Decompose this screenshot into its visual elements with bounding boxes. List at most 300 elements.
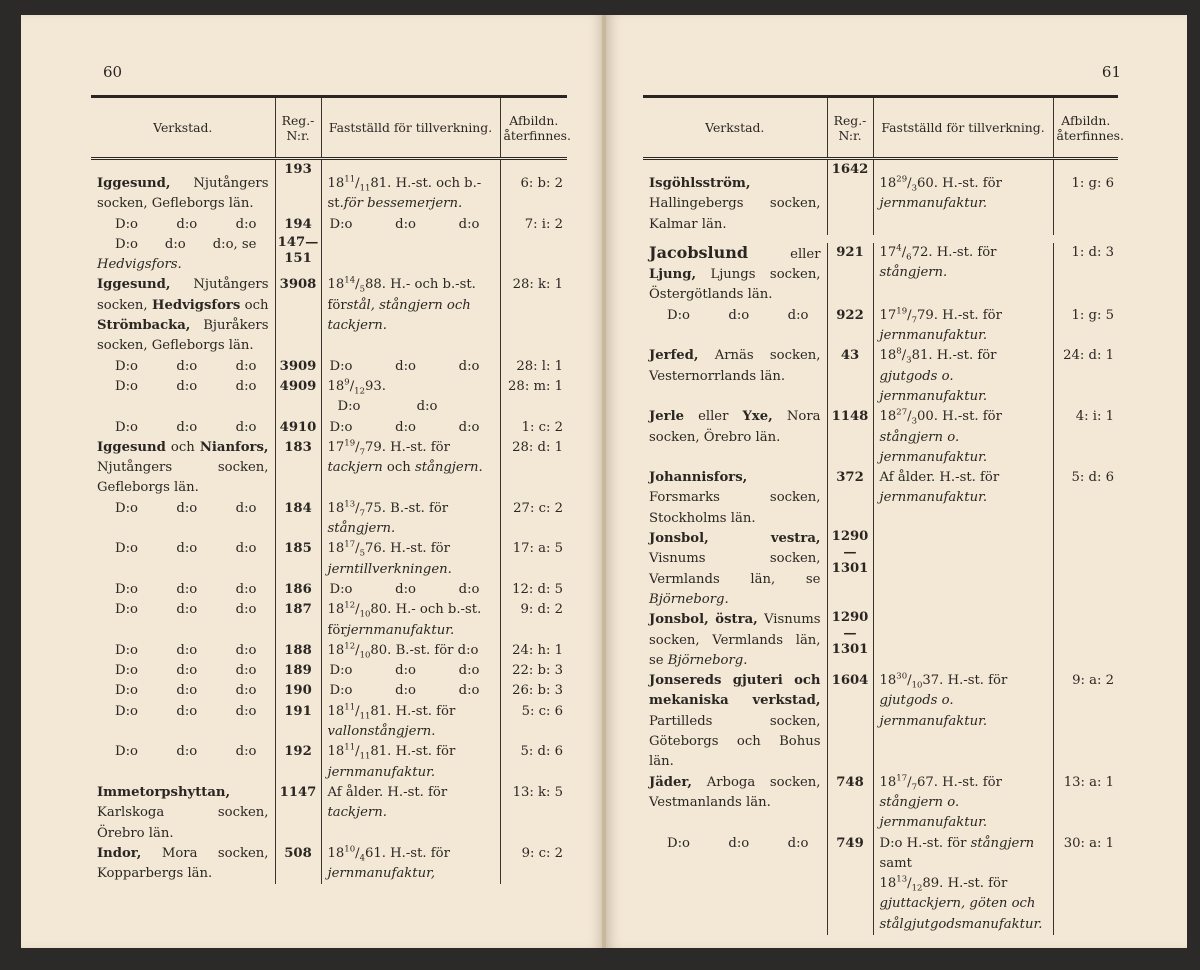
ditto-mark: D:o (115, 541, 138, 557)
ditto-marks (97, 377, 269, 397)
date-year: 60. (916, 176, 938, 191)
date-day: 9 (344, 377, 350, 388)
fastst-cell: $18^{17}/_576$. H.-st. för jerntillverkningen. (321, 539, 500, 580)
stamp-type: H.- och b.-st. för (327, 277, 476, 313)
table-row (91, 681, 567, 701)
verkstad-cell (91, 742, 275, 783)
works-name: Jäder, (649, 774, 692, 790)
table-row (91, 844, 567, 885)
works-location: Karlskoga socken, Örebro län. (97, 805, 269, 841)
date-month: 7 (359, 447, 365, 458)
verkstad-cell (91, 377, 275, 418)
stamp-type: Af ålder. H.-st. för (327, 784, 448, 800)
date-day: 27 (896, 407, 908, 418)
works-location: Njutångers socken, Gefleborgs län. (97, 460, 269, 496)
stamp-type: H.- och b.-st. för (327, 602, 482, 638)
verkstad-cell (643, 159, 827, 235)
date-century: 18 (327, 277, 345, 293)
date-year: 79. (364, 439, 386, 455)
ditto-mark: d:o (787, 307, 809, 323)
date-century: 18 (327, 541, 345, 557)
works-location: Visnums socken, Vermlands län, se (649, 551, 821, 587)
stamp-type: samt (879, 855, 912, 871)
ditto-mark: D:o (329, 663, 353, 679)
illustration-ref: 28: m: 1 (500, 377, 567, 418)
fastst-cell: $18^{12}/_{10}80$. H.- och b.-st. förjernmanufaktur. (321, 600, 500, 641)
verkstad-cell (643, 773, 827, 834)
product: jernmanufaktur. (879, 490, 988, 506)
ditto-mark: D:o (667, 307, 690, 323)
table-row (91, 357, 567, 377)
ditto-mark: D:o (115, 683, 138, 699)
fastst-cell: $18^{11}/_{11}81$. H.-st. och b.-st.för bessemerjern. (321, 159, 500, 215)
table-row (91, 661, 567, 681)
ditto-mark: d:o (458, 581, 480, 597)
reg-number: 185 (275, 539, 321, 580)
stamp-type: B.-st. för d:o (391, 642, 479, 658)
fastst-cell: $17^{19}/_779$. H.-st. för tackjern och stångjern. (321, 438, 500, 499)
table-row (91, 418, 567, 438)
verkstad-cell (643, 468, 827, 529)
cross-reference: Björneborg. (667, 652, 748, 668)
header-fastst: Fastställd för tillverkning. (321, 97, 500, 159)
ditto-mark: d:o (235, 378, 257, 394)
ditto-mark: d:o (176, 500, 198, 516)
ditto-mark: D:o (115, 581, 138, 597)
product: jernmanufaktur. (879, 328, 988, 344)
stamp-type: D:o H.-st. för (879, 835, 971, 851)
ditto-mark: D:o (115, 216, 138, 232)
date-century: 17 (327, 439, 345, 455)
works-name: Iggesund, (97, 277, 171, 293)
ditto-marks (328, 661, 494, 681)
illustration-ref: 1: g: 5 (1053, 306, 1118, 347)
reg-number: 43 (827, 346, 873, 407)
date-day: 19 (896, 306, 908, 317)
fastst-cell (321, 783, 500, 844)
header-afb: Afbildn. återfinnes. (500, 97, 567, 159)
ditto-marks (328, 215, 494, 235)
fastst-cell (321, 215, 500, 235)
reg-number: 3908 (275, 275, 321, 356)
date-month: 11 (359, 711, 371, 722)
ditto-mark: d:o (235, 358, 257, 374)
works-name: Jerle (649, 409, 684, 425)
verkstad-cell (643, 407, 827, 468)
date-century: 18 (327, 642, 345, 658)
illustration-ref: 9: a: 2 (1053, 671, 1118, 772)
date-month: 3 (911, 183, 917, 194)
table-row (643, 243, 1118, 306)
date-month: 7 (911, 782, 917, 793)
works-location: Ljungs socken, Östergötlands län. (649, 267, 821, 303)
fastst-cell: $17^{19}/_779$. H.-st. för jernmanufaktur. (873, 306, 1053, 347)
date-day: 17 (344, 539, 356, 550)
date-month: 5 (359, 285, 365, 296)
date-year: 67. (916, 774, 938, 790)
reg-number: 190 (275, 681, 321, 701)
table-row (91, 377, 567, 418)
reg-number: 1642 (827, 159, 873, 235)
works-location: Forsmarks socken, Stockholms län. (649, 490, 821, 526)
date-century: 17 (879, 307, 897, 323)
table-row (643, 773, 1118, 834)
date-year: 61. (364, 845, 386, 861)
illustration-ref: 6: b: 2 (500, 159, 567, 215)
reg-number: 1148 (827, 407, 873, 468)
works-location: Arnäs socken, Vesternorrlands län. (649, 348, 821, 384)
date-century: 18 (879, 774, 897, 790)
date-year: 72. (911, 244, 933, 260)
ditto-mark: d:o (176, 378, 198, 394)
date-year: 80. (370, 642, 392, 658)
reg-number: 193 (275, 159, 321, 215)
date-century: 18 (879, 348, 897, 364)
works-name: Jonsbol, östra, (649, 612, 758, 628)
page-number: 60 (103, 63, 123, 81)
header-afb: Afbildn. återfinnes. (1053, 97, 1118, 159)
ditto-mark: d:o (176, 683, 198, 699)
date-year: 80. (370, 602, 392, 618)
date-day: 11 (344, 702, 356, 713)
header-verkstad: Verkstad. (643, 97, 827, 159)
ditto-mark: d:o (235, 683, 257, 699)
date-month: 7 (911, 315, 917, 326)
ditto-mark: d:o, se (212, 236, 257, 252)
table-row (91, 275, 567, 356)
fastst-cell: $18^{10}/_461$. H.-st. för jernmanufaktur, (321, 844, 500, 885)
stamp-type: H.-st. för (937, 774, 1002, 790)
ditto-marks (649, 834, 821, 854)
verkstad-cell (91, 580, 275, 600)
works-location: och (165, 439, 200, 455)
ditto-mark: d:o (176, 419, 198, 435)
date-day: 19 (344, 438, 356, 449)
date-day: 30 (896, 671, 908, 682)
product: jernmanufaktur. (327, 764, 436, 780)
works-name: Hedvigsfors (152, 297, 241, 313)
ditto-mark: d:o (176, 581, 198, 597)
cross-reference: Hedvigsfors. (97, 257, 182, 273)
date-day: 17 (896, 773, 908, 784)
reg-number: 508 (275, 844, 321, 885)
reg-number: 189 (275, 661, 321, 681)
ditto-mark: d:o (164, 236, 186, 252)
table-row (91, 600, 567, 641)
ditto-mark: d:o (395, 216, 416, 232)
fastst-cell: $18^{30}/_{10}37$. H.-st. för gjutgods o. jernmanufaktur. (873, 671, 1053, 772)
fastst-cell (321, 580, 500, 600)
fastst-cell (321, 235, 500, 276)
stamp-type: H.-st. för (932, 348, 997, 364)
illustration-ref (1053, 610, 1118, 671)
ditto-mark: d:o (235, 663, 257, 679)
table-row (91, 159, 567, 215)
table-row (643, 346, 1118, 407)
product: jernmanufaktur. (346, 622, 455, 638)
page-number: 61 (1101, 63, 1121, 81)
fastst-cell: $18^{12}/_{10}80$. B.-st. för d:o (321, 641, 500, 661)
right-page (606, 15, 1187, 948)
works-location: eller (683, 409, 743, 425)
reg-number: 748 (827, 773, 873, 834)
ditto-mark: d:o (395, 419, 416, 435)
ditto-mark: D:o (115, 419, 138, 435)
ditto-mark: d:o (235, 581, 257, 597)
date-day: 11 (344, 742, 356, 753)
table-row (643, 407, 1118, 468)
date-day: 13 (344, 499, 356, 510)
verkstad-cell (91, 159, 275, 215)
date-day: 8 (896, 346, 902, 357)
illustration-ref: 1: d: 3 (1053, 243, 1118, 306)
fastst-cell: $18^{17}/_767$. H.-st. för stångjern o. jernmanufaktur. (873, 773, 1053, 834)
table-row (643, 671, 1118, 772)
table-row (91, 580, 567, 600)
ditto-mark: D:o (337, 399, 361, 415)
ditto-marks (97, 702, 269, 722)
date-month: 10 (359, 650, 371, 661)
date-year: 76. (364, 541, 386, 557)
ditto-mark: D:o (115, 378, 138, 394)
ditto-marks (97, 600, 269, 620)
ditto-mark: d:o (176, 703, 198, 719)
ditto-mark: d:o (176, 744, 198, 760)
product: stångjern o. jernmanufaktur. (879, 429, 988, 465)
fastst-cell: D:o H.-st. för stångjern samt $18^{13}/_{12}89$. H.-st. för gjuttackjern, göten och stålgjutgodsmanufaktur. (873, 834, 1053, 935)
verkstad-cell (91, 702, 275, 743)
reg-number: 147— 151 (275, 235, 321, 276)
illustration-ref: 1: g: 6 (1053, 159, 1118, 235)
ditto-marks (328, 357, 494, 377)
stamp-type: H.-st. för (943, 876, 1008, 892)
ditto-mark: d:o (235, 419, 257, 435)
illustration-ref (500, 235, 567, 276)
ditto-marks (97, 742, 269, 762)
verkstad-cell (91, 275, 275, 356)
works-location: Njutångers socken, (97, 277, 269, 313)
stamp-type: H.-st. för (937, 307, 1002, 323)
product: stångjern. (327, 521, 396, 537)
reg-number: 184 (275, 499, 321, 540)
ditto-mark: D:o (115, 703, 138, 719)
verkstad-cell (91, 600, 275, 641)
ditto-mark: D:o (115, 358, 138, 374)
ditto-mark: d:o (176, 663, 198, 679)
works-location: Arboga socken, Vestmanlands län. (649, 774, 821, 810)
ditto-mark: d:o (458, 663, 480, 679)
product: tackjern (327, 460, 383, 476)
ditto-marks (338, 397, 438, 417)
ditto-mark: D:o (115, 744, 138, 760)
works-location: Njutångers socken, Gefleborgs län. (97, 176, 269, 212)
stamp-type: och (382, 460, 415, 476)
ditto-mark: d:o (416, 399, 438, 415)
works-location: eller (748, 246, 821, 262)
ditto-mark: D:o (329, 581, 353, 597)
verkstad-cell (91, 661, 275, 681)
stamp-type: H.-st. för (937, 176, 1002, 191)
ditto-mark: d:o (176, 216, 198, 232)
works-name: Indor, (97, 845, 142, 861)
date-day: 13 (896, 874, 908, 885)
date-month: 10 (911, 680, 923, 691)
table-row (91, 438, 567, 499)
ditto-mark: d:o (458, 216, 480, 232)
date-century: 18 (327, 602, 345, 618)
date-month: 7 (359, 508, 365, 519)
works-name: Jacobslund (649, 242, 749, 262)
product: stångjern. (879, 265, 948, 281)
table-row (91, 641, 567, 661)
product: gjutgods o. jernmanufaktur. (879, 693, 988, 729)
date-century: 18 (327, 378, 345, 394)
product: jernmanufaktur. (879, 196, 988, 212)
reg-number: 3909 (275, 357, 321, 377)
works-location: Visnums socken, Vermlands län, se (649, 612, 821, 668)
ditto-marks (328, 580, 494, 600)
product: stångjern. (414, 460, 483, 476)
product: för bessemerjern. (343, 196, 463, 212)
ditto-mark: d:o (395, 663, 416, 679)
header-verkstad: Verkstad. (91, 97, 275, 159)
header-fastst: Fastställd för tillverkning. (873, 97, 1053, 159)
date-century: 18 (327, 176, 345, 191)
works-name: Strömbacka, (97, 318, 191, 334)
verkstad-cell (643, 610, 827, 671)
fastst-cell (321, 661, 500, 681)
cross-reference: Björneborg. (649, 591, 729, 607)
works-name: Yxe, (742, 409, 773, 425)
stamp-type: H.-st. för (385, 541, 450, 557)
verkstad-cell (643, 346, 827, 407)
illustration-ref: 5: c: 6 (500, 702, 567, 743)
date-day: 12 (344, 600, 356, 611)
product: gjuttackjern, göten och stålgjutgodsmanufaktur. (879, 896, 1043, 932)
date-month: 11 (359, 183, 371, 194)
date-century: 18 (879, 176, 897, 191)
illustration-ref: 28: l: 1 (500, 357, 567, 377)
ditto-mark: d:o (458, 419, 480, 435)
product: jerntillverkningen. (327, 561, 452, 577)
table-row (643, 610, 1118, 671)
verkstad-cell (643, 834, 827, 935)
row-spacer (643, 235, 1118, 243)
reg-number: 187 (275, 600, 321, 641)
product: jernmanufaktur, (327, 866, 436, 882)
stamp-type: H.-st. för (385, 439, 450, 455)
ditto-mark: d:o (787, 835, 809, 851)
reg-number: 186 (275, 580, 321, 600)
stamp-type: H.-st. för (943, 673, 1008, 689)
reg-number: 192 (275, 742, 321, 783)
date-year: 89. (922, 876, 944, 892)
works-name: Jonsbol, vestra, (649, 531, 821, 547)
date-year: 81. (370, 176, 392, 191)
illustration-ref: 12: d: 5 (500, 580, 567, 600)
product: vallonstångjern. (327, 724, 436, 740)
date-century: 18 (327, 845, 345, 861)
works-name: Jonsereds gjuteri och mekaniska verkstad, (649, 673, 821, 709)
verkstad-cell (91, 844, 275, 885)
illustration-ref: 17: a: 5 (500, 539, 567, 580)
stamp-type: Af ålder. H.-st. för (879, 470, 1000, 486)
fastst-cell: $18^{29}/_360$. H.-st. för jernmanufaktur. (873, 159, 1053, 235)
fastst-cell (321, 418, 500, 438)
date-day: 11 (344, 174, 356, 185)
ditto-mark: d:o (235, 602, 257, 618)
verkstad-cell (91, 438, 275, 499)
works-location: Hallingebergs socken, Kalmar län. (649, 196, 821, 232)
illustration-ref: 13: a: 1 (1053, 773, 1118, 834)
stamp-type: H.-st. för (391, 703, 456, 719)
ditto-mark: D:o (115, 236, 138, 252)
fastst-cell (873, 529, 1053, 610)
reg-number: 372 (827, 468, 873, 529)
ditto-marks (97, 418, 269, 438)
ditto-mark: d:o (235, 500, 257, 516)
illustration-ref: 13: k: 5 (500, 783, 567, 844)
illustration-ref: 9: d: 2 (500, 600, 567, 641)
date-day: 29 (896, 174, 908, 185)
date-month: 3 (911, 416, 917, 427)
verkstad-cell (91, 539, 275, 580)
table-row (91, 702, 567, 743)
date-day: 4 (896, 243, 902, 254)
date-century: 18 (879, 876, 897, 892)
date-century: 17 (879, 244, 897, 260)
date-year: 81. (370, 744, 392, 760)
verkstad-cell (643, 671, 827, 772)
date-day: 12 (344, 641, 356, 652)
reg-number: 183 (275, 438, 321, 499)
reg-number: 1290— 1301 (827, 529, 873, 610)
works-name: Nianfors, (199, 439, 269, 455)
illustration-ref: 4: i: 1 (1053, 407, 1118, 468)
table-row (643, 468, 1118, 529)
date-month: 3 (906, 356, 912, 367)
date-year: 75. (364, 500, 386, 516)
date-month: 11 (359, 751, 371, 762)
date-year: 00. (916, 409, 938, 425)
ledger-table (643, 95, 1124, 935)
illustration-ref: 28: d: 1 (500, 438, 567, 499)
works-location: och (240, 297, 269, 313)
works-location: Nora socken, Örebro län. (649, 409, 821, 445)
date-day: 10 (344, 844, 356, 855)
ditto-mark: d:o (728, 835, 750, 851)
ditto-marks (97, 215, 269, 235)
table-row (643, 306, 1118, 347)
verkstad-cell (91, 783, 275, 844)
ditto-mark: D:o (115, 663, 138, 679)
verkstad-cell (91, 357, 275, 377)
ditto-marks (328, 418, 494, 438)
verkstad-cell (91, 681, 275, 701)
date-century: 18 (879, 673, 897, 689)
stamp-type: H.-st. för (937, 409, 1002, 425)
ditto-mark: d:o (395, 358, 416, 374)
date-day: 14 (344, 276, 356, 287)
ditto-mark: d:o (176, 602, 198, 618)
date-century: 18 (327, 500, 345, 516)
fastst-cell (321, 681, 500, 701)
illustration-ref: 28: k: 1 (500, 275, 567, 356)
ditto-mark: d:o (235, 541, 257, 557)
illustration-ref: 22: b: 3 (500, 661, 567, 681)
table-row (91, 783, 567, 844)
reg-number: 922 (827, 306, 873, 347)
